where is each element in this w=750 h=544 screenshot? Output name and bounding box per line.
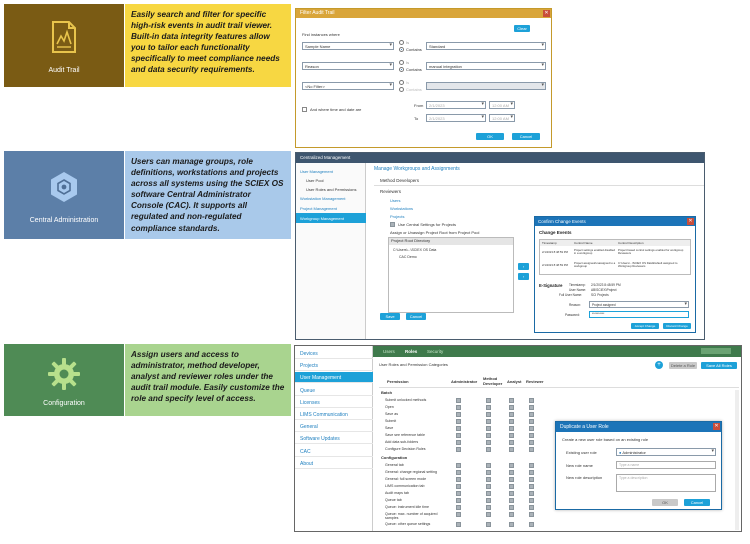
existing-role-label: Existing user role bbox=[566, 450, 597, 455]
row1-name: Project settings enabled disabled in a workgroup bbox=[574, 248, 616, 256]
sidebar-item-lims-communication[interactable] bbox=[295, 409, 373, 420]
config-topbar bbox=[373, 346, 742, 357]
password-field[interactable]: ********** bbox=[589, 311, 689, 318]
permission-checkbox[interactable] bbox=[529, 477, 534, 482]
add-role-icon[interactable]: + bbox=[655, 361, 663, 369]
close-icon[interactable]: ✕ bbox=[544, 10, 549, 16]
contains-label-2: Contains bbox=[406, 67, 422, 72]
permission-checkbox[interactable] bbox=[486, 419, 491, 424]
table-row bbox=[379, 476, 559, 483]
permission-checkbox[interactable] bbox=[529, 433, 534, 438]
cancel-button[interactable]: Cancel bbox=[512, 133, 540, 140]
clear-button[interactable]: Clear bbox=[514, 25, 530, 32]
permission-checkbox[interactable] bbox=[456, 484, 461, 489]
central-admin-description: Users can manage groups, role definitions, workstations and projects across all systems using the SCIEX OS software Central Administrator Console (CAC). It supports all regulated and non-regulated compliance standards. bbox=[125, 151, 291, 239]
field-select-2[interactable]: Reason ▾ bbox=[302, 62, 394, 70]
sidebar-item-about[interactable] bbox=[295, 458, 373, 469]
table-row bbox=[379, 497, 559, 504]
permission-checkbox[interactable] bbox=[486, 512, 491, 517]
table-row bbox=[379, 511, 559, 521]
tab-users[interactable]: Users bbox=[383, 349, 395, 354]
permission-checkbox[interactable] bbox=[509, 491, 514, 496]
table-row bbox=[379, 404, 559, 411]
sidebar-item-label: Devices bbox=[300, 351, 318, 357]
permission-checkbox[interactable] bbox=[456, 398, 461, 403]
permission-label: Audit maps tab bbox=[385, 491, 409, 495]
is-label-1: Is bbox=[406, 40, 410, 45]
value-select-2[interactable]: manual integration ▾ bbox=[426, 62, 546, 70]
existing-role-select[interactable] bbox=[616, 448, 716, 456]
table-row bbox=[540, 261, 690, 273]
duplicate-ok-button[interactable]: OK bbox=[652, 499, 678, 506]
permission-checkbox[interactable] bbox=[529, 491, 534, 496]
sidebar-item-label: LIMS Communication bbox=[300, 412, 348, 418]
permission-checkbox[interactable] bbox=[509, 405, 514, 410]
confirm-title: Confirm Change Events bbox=[538, 219, 586, 224]
sidebar-item-workgroup[interactable] bbox=[296, 213, 366, 223]
from-label: From bbox=[414, 103, 424, 108]
delete-role-button[interactable]: Delete a Role bbox=[670, 363, 696, 368]
move-left-button[interactable]: ‹ bbox=[518, 273, 529, 280]
is-label-2: Is bbox=[406, 60, 410, 65]
permission-label: Save see reference table bbox=[385, 433, 425, 437]
tab-roles[interactable]: Roles bbox=[405, 349, 418, 354]
accept-change-button[interactable]: Accept Change bbox=[631, 323, 659, 329]
duplicate-intro: Create a new user role based on an existing role bbox=[562, 437, 649, 442]
permission-checkbox[interactable] bbox=[456, 491, 461, 496]
permission-checkbox[interactable] bbox=[509, 463, 514, 468]
permission-label: LIMS communication tab bbox=[385, 484, 425, 488]
permission-checkbox[interactable] bbox=[529, 484, 534, 489]
save-all-roles-button[interactable]: Save All Roles bbox=[701, 362, 737, 369]
date-label: And where time and date are bbox=[310, 107, 362, 112]
permission-checkbox[interactable] bbox=[456, 440, 461, 445]
sidebar-item-label: Projects bbox=[300, 363, 319, 370]
permission-label: Submit bbox=[385, 419, 397, 423]
configuration-tile-label: Configuration bbox=[43, 399, 85, 407]
contains-radio-1[interactable] bbox=[399, 47, 404, 52]
table-row bbox=[379, 462, 559, 469]
sidebar-item-workgroup-label: Workgroup Management bbox=[300, 216, 344, 221]
permission-checkbox[interactable] bbox=[509, 470, 514, 475]
table-row bbox=[379, 483, 559, 490]
is-label-3: Is bbox=[406, 80, 410, 85]
sidebar-item-general[interactable] bbox=[295, 421, 373, 432]
permission-label: Open bbox=[385, 405, 394, 409]
col-timestamp: Timestamp bbox=[542, 241, 557, 245]
method-developers-label: Method Developers bbox=[380, 178, 420, 183]
permission-checkbox[interactable] bbox=[486, 398, 491, 403]
permission-checkbox[interactable] bbox=[509, 426, 514, 431]
filter-audit-trail-dialog bbox=[295, 8, 552, 148]
permission-checkbox[interactable] bbox=[509, 522, 514, 527]
permission-checkbox[interactable] bbox=[456, 512, 461, 517]
permission-checkbox[interactable] bbox=[509, 512, 514, 517]
permission-checkbox[interactable] bbox=[486, 522, 491, 527]
table-row bbox=[379, 397, 559, 404]
audit-trail-icon bbox=[44, 17, 84, 57]
sidebar-item-label: User Management bbox=[300, 375, 342, 382]
table-row bbox=[379, 446, 559, 453]
permission-label: General: full screen mode bbox=[385, 477, 427, 481]
cac-sidebar bbox=[296, 163, 366, 340]
permission-checkbox[interactable] bbox=[456, 419, 461, 424]
sidebar-item-software-updates[interactable] bbox=[295, 433, 373, 444]
assign-label: Assign or Unassign Project Root from Project Pool bbox=[390, 230, 480, 235]
date-checkbox[interactable] bbox=[302, 107, 307, 112]
method-developers-group[interactable] bbox=[374, 175, 704, 186]
table-row bbox=[379, 490, 559, 497]
permission-checkbox[interactable] bbox=[456, 426, 461, 431]
permission-group-header[interactable]: Configuration bbox=[381, 455, 408, 460]
permission-checkbox[interactable] bbox=[529, 463, 534, 468]
permission-checkbox[interactable] bbox=[529, 426, 534, 431]
from-date-field[interactable]: 2/1/2023 ▾ bbox=[426, 101, 486, 109]
confirm-close-icon[interactable]: ✕ bbox=[688, 218, 693, 224]
sidebar-item-licenses[interactable] bbox=[295, 397, 373, 408]
sidebar-item-cac[interactable] bbox=[295, 446, 373, 457]
duplicate-role-dialog bbox=[555, 421, 722, 510]
table-row bbox=[540, 248, 690, 260]
sidebar-item-user-roles[interactable]: User Roles and Permissions bbox=[306, 187, 357, 192]
permission-checkbox[interactable] bbox=[529, 512, 534, 517]
password-label: Password: bbox=[565, 313, 580, 317]
sidebar-item-label: CAC bbox=[300, 448, 311, 455]
use-central-label: Use Central Settings for Projects bbox=[398, 222, 457, 227]
gear-icon bbox=[44, 354, 84, 394]
permission-checkbox[interactable] bbox=[529, 405, 534, 410]
permission-checkbox[interactable] bbox=[486, 426, 491, 431]
permission-checkbox[interactable] bbox=[529, 498, 534, 503]
permissions-header bbox=[379, 374, 739, 388]
permission-label: Queue: max. number of acquired samples bbox=[385, 512, 438, 520]
permission-checkbox[interactable] bbox=[456, 498, 461, 503]
permission-label: General tab bbox=[385, 463, 404, 467]
value-select-1[interactable]: Standard ▾ bbox=[426, 42, 546, 50]
audit-trail-tile bbox=[4, 4, 124, 87]
permission-checkbox[interactable] bbox=[529, 398, 534, 403]
cac-header-title: Centralized Management bbox=[300, 155, 351, 160]
duplicate-title: Duplicate a User Role bbox=[560, 424, 609, 430]
cac-page-title: Manage Workgroups and Assignments bbox=[374, 166, 460, 172]
value-select-3[interactable] bbox=[426, 82, 546, 90]
duplicate-close-icon[interactable]: ✕ bbox=[714, 423, 719, 429]
permission-label: Queue: instrument idle time bbox=[385, 505, 429, 509]
permission-checkbox[interactable] bbox=[456, 433, 461, 438]
permission-label: Save bbox=[385, 426, 394, 430]
esig-full: SCI Projects bbox=[591, 293, 609, 297]
audit-trail-description: Easily search and filter for specific high-risk events in audit trail viewer. Built-in data integrity features allow you to tailor each functionality specifically to meet compliance needs and data security requirements. bbox=[125, 4, 291, 87]
row2-desc: C:\Users\...\SCIEX OS Data\Default assigned to Workgroup Reviewers bbox=[618, 261, 678, 269]
confirm-change-dialog bbox=[534, 216, 696, 333]
col-reviewer: Reviewer bbox=[526, 379, 544, 384]
esig-full-label: Full User Name: bbox=[559, 293, 583, 297]
sidebar-item-label: Software Updates bbox=[300, 436, 340, 443]
central-admin-tile-label: Central Administration bbox=[29, 216, 99, 224]
table-row bbox=[379, 411, 559, 418]
permission-checkbox[interactable] bbox=[529, 470, 534, 475]
field-select-1[interactable]: Sample Name ▾ bbox=[302, 42, 394, 50]
change-events-table bbox=[539, 239, 691, 275]
sidebar-item-project[interactable]: Project Management bbox=[300, 206, 337, 211]
permission-checkbox[interactable] bbox=[529, 447, 534, 452]
sub-item-workstations[interactable]: Workstations bbox=[390, 206, 414, 211]
permission-checkbox[interactable] bbox=[456, 463, 461, 468]
scrollbar[interactable] bbox=[735, 390, 739, 530]
cac-window bbox=[295, 152, 705, 340]
table-row bbox=[379, 469, 559, 476]
permission-checkbox[interactable] bbox=[486, 433, 491, 438]
esig-user-label: User Name: bbox=[569, 288, 587, 292]
sidebar-item-workstation[interactable]: Workstation Management bbox=[300, 196, 346, 201]
central-admin-icon bbox=[44, 167, 84, 207]
permission-checkbox[interactable] bbox=[509, 447, 514, 452]
dialog-titlebar bbox=[296, 9, 551, 18]
permission-checkbox[interactable] bbox=[486, 477, 491, 482]
table-row bbox=[379, 425, 559, 432]
permission-label: Save as bbox=[385, 412, 398, 416]
duplicate-titlebar bbox=[556, 422, 721, 432]
col-permission: Permission bbox=[387, 379, 409, 384]
ok-button[interactable]: OK bbox=[476, 133, 504, 140]
permission-checkbox[interactable] bbox=[509, 477, 514, 482]
use-central-checkbox[interactable] bbox=[390, 222, 395, 227]
cac-save-button[interactable]: Save bbox=[380, 313, 400, 320]
permission-checkbox[interactable] bbox=[529, 505, 534, 510]
col-analyst: Analyst bbox=[507, 379, 522, 384]
permission-checkbox[interactable] bbox=[456, 447, 461, 452]
tab-security[interactable]: Security bbox=[427, 349, 444, 354]
contains-radio-2[interactable] bbox=[399, 67, 404, 72]
sub-item-users[interactable]: Users bbox=[390, 198, 401, 203]
is-radio-2[interactable] bbox=[399, 60, 404, 65]
permission-checkbox[interactable] bbox=[529, 412, 534, 417]
new-name-input[interactable]: Type a name bbox=[616, 461, 716, 469]
permission-checkbox[interactable] bbox=[529, 440, 534, 445]
permission-checkbox[interactable] bbox=[486, 470, 491, 475]
permission-checkbox[interactable] bbox=[456, 405, 461, 410]
sidebar-item-label: Licenses bbox=[300, 399, 320, 406]
permission-checkbox[interactable] bbox=[486, 405, 491, 410]
permission-checkbox[interactable] bbox=[486, 498, 491, 503]
permission-checkbox[interactable] bbox=[486, 484, 491, 489]
permission-checkbox[interactable] bbox=[486, 505, 491, 510]
esig-user: AB\SCIEX\Project bbox=[591, 288, 617, 292]
col-method-developer: Method Developer bbox=[483, 376, 503, 386]
table-row bbox=[379, 418, 559, 425]
sidebar-item-projects[interactable] bbox=[295, 360, 373, 371]
from-time-field[interactable]: 12:00 AM ▾ bbox=[489, 101, 515, 109]
sidebar-item-label: General bbox=[300, 424, 318, 431]
table-row bbox=[379, 432, 559, 439]
permission-checkbox[interactable] bbox=[509, 505, 514, 510]
permission-label: Configure Decision Rules bbox=[385, 447, 426, 451]
project-root-path[interactable]: C:\Users\...\SCIEX OS Data bbox=[393, 248, 437, 252]
field-select-3[interactable]: <No Filter> ▾ bbox=[302, 82, 394, 90]
is-radio-1[interactable] bbox=[399, 40, 404, 45]
contains-label-3: Contains bbox=[406, 87, 422, 92]
permission-checkbox[interactable] bbox=[456, 505, 461, 510]
permission-checkbox[interactable] bbox=[456, 477, 461, 482]
cac-header bbox=[296, 153, 705, 163]
esig-timestamp: 2/1/2023 8:48:59 PM bbox=[591, 283, 621, 287]
row2-name: Project assigned/unassigned to a workgroup bbox=[574, 261, 616, 269]
esig-timestamp-label: Timestamp: bbox=[569, 283, 586, 287]
col-control-name: Control Name bbox=[574, 241, 593, 245]
existing-role-value: Administrator bbox=[622, 450, 646, 455]
roles-breadcrumb: User Roles and Permission Categories bbox=[379, 362, 448, 367]
new-name-label: New role name bbox=[566, 463, 593, 468]
reason-field[interactable]: Project assigned ▾ bbox=[589, 301, 689, 308]
permission-label: Add data sub-folders bbox=[385, 440, 419, 444]
row1-timestamp: 2/1/2023 8:48:59 PM bbox=[542, 250, 568, 254]
project-child[interactable]: CAC Demo bbox=[399, 255, 417, 259]
row2-timestamp: 2/1/2023 8:48:59 PM bbox=[542, 263, 568, 267]
config-sidebar bbox=[295, 346, 373, 532]
reviewers-label[interactable]: Reviewers bbox=[380, 189, 402, 194]
sidebar-item-devices[interactable] bbox=[295, 348, 373, 359]
col-administrator: Administrator bbox=[451, 379, 478, 384]
confirm-titlebar bbox=[535, 217, 695, 226]
permission-checkbox[interactable] bbox=[486, 463, 491, 468]
user-badge bbox=[701, 348, 731, 354]
administrator-icon: ● bbox=[619, 450, 623, 455]
project-root-header: Project Root Directory bbox=[389, 238, 513, 245]
permission-checkbox[interactable] bbox=[509, 484, 514, 489]
permission-checkbox[interactable] bbox=[509, 398, 514, 403]
permissions-table bbox=[379, 390, 559, 532]
permission-label: Queue tab bbox=[385, 498, 402, 502]
change-events-label: Change Events bbox=[539, 230, 572, 235]
sidebar-item-user-management[interactable]: User Management bbox=[300, 169, 333, 174]
table-row bbox=[379, 439, 559, 446]
to-time-field[interactable]: 12:00 AM ▾ bbox=[489, 114, 515, 122]
permission-checkbox[interactable] bbox=[486, 440, 491, 445]
central-admin-tile bbox=[4, 151, 124, 239]
permission-checkbox[interactable] bbox=[509, 440, 514, 445]
table-header bbox=[540, 240, 690, 246]
audit-trail-tile-label: Audit Trail bbox=[48, 67, 80, 74]
reason-label: Reason: bbox=[569, 303, 581, 307]
permission-checkbox[interactable] bbox=[456, 522, 461, 527]
to-label: To bbox=[414, 116, 419, 121]
move-right-button[interactable]: › bbox=[518, 263, 529, 270]
permission-label: Queue: other queue settings bbox=[385, 522, 431, 526]
sidebar-item-label: Queue bbox=[300, 387, 316, 394]
is-radio-3[interactable] bbox=[399, 80, 404, 85]
find-instances-label: Find instances where bbox=[302, 32, 340, 37]
sub-item-projects[interactable]: Projects bbox=[390, 214, 405, 219]
permission-group-header[interactable]: Batch bbox=[381, 390, 393, 395]
col-control-desc: Control Description bbox=[618, 241, 644, 245]
configuration-tile bbox=[4, 344, 124, 416]
new-desc-label: New role description bbox=[566, 475, 603, 480]
sidebar-item-user-management[interactable] bbox=[295, 372, 373, 383]
to-date-field[interactable]: 2/1/2023 ▾ bbox=[426, 114, 486, 122]
permission-checkbox[interactable] bbox=[486, 491, 491, 496]
config-window bbox=[294, 345, 742, 532]
configuration-description: Assign users and access to administrator, method developer, analyst and reviewer roles under the audit trail module. Easily customize the role and specify level of access. bbox=[125, 344, 291, 416]
permission-checkbox[interactable] bbox=[509, 412, 514, 417]
permission-checkbox[interactable] bbox=[509, 433, 514, 438]
permission-checkbox[interactable] bbox=[509, 419, 514, 424]
sidebar-item-label: About bbox=[300, 460, 314, 467]
sidebar-item-queue[interactable] bbox=[295, 385, 373, 396]
discard-change-button[interactable]: Discard Change bbox=[663, 323, 691, 329]
table-row bbox=[379, 521, 559, 528]
permission-checkbox[interactable] bbox=[509, 498, 514, 503]
table-row bbox=[379, 504, 559, 511]
new-desc-input[interactable]: Type a description bbox=[616, 474, 716, 492]
sidebar-item-user-pool[interactable]: User Pool bbox=[306, 178, 324, 183]
esig-label: E-Signature bbox=[539, 283, 563, 288]
contains-label-1: Contains bbox=[406, 47, 422, 52]
project-root-tree bbox=[388, 237, 514, 313]
permission-checkbox[interactable] bbox=[529, 522, 534, 527]
permission-label: Submit unlocked methods bbox=[385, 398, 427, 402]
permission-checkbox[interactable] bbox=[456, 412, 461, 417]
permission-checkbox[interactable] bbox=[456, 470, 461, 475]
permission-label: General: change regional setting bbox=[385, 470, 437, 474]
permission-checkbox[interactable] bbox=[529, 419, 534, 424]
permission-checkbox[interactable] bbox=[486, 447, 491, 452]
cac-cancel-button[interactable]: Cancel bbox=[406, 313, 426, 320]
permission-checkbox[interactable] bbox=[486, 412, 491, 417]
dialog-title: Filter Audit Trail bbox=[300, 10, 335, 16]
duplicate-cancel-button[interactable]: Cancel bbox=[684, 499, 710, 506]
row1-desc: Project based control settings enabled for workgroup Reviewers bbox=[618, 248, 684, 256]
contains-radio-3[interactable] bbox=[399, 87, 404, 92]
